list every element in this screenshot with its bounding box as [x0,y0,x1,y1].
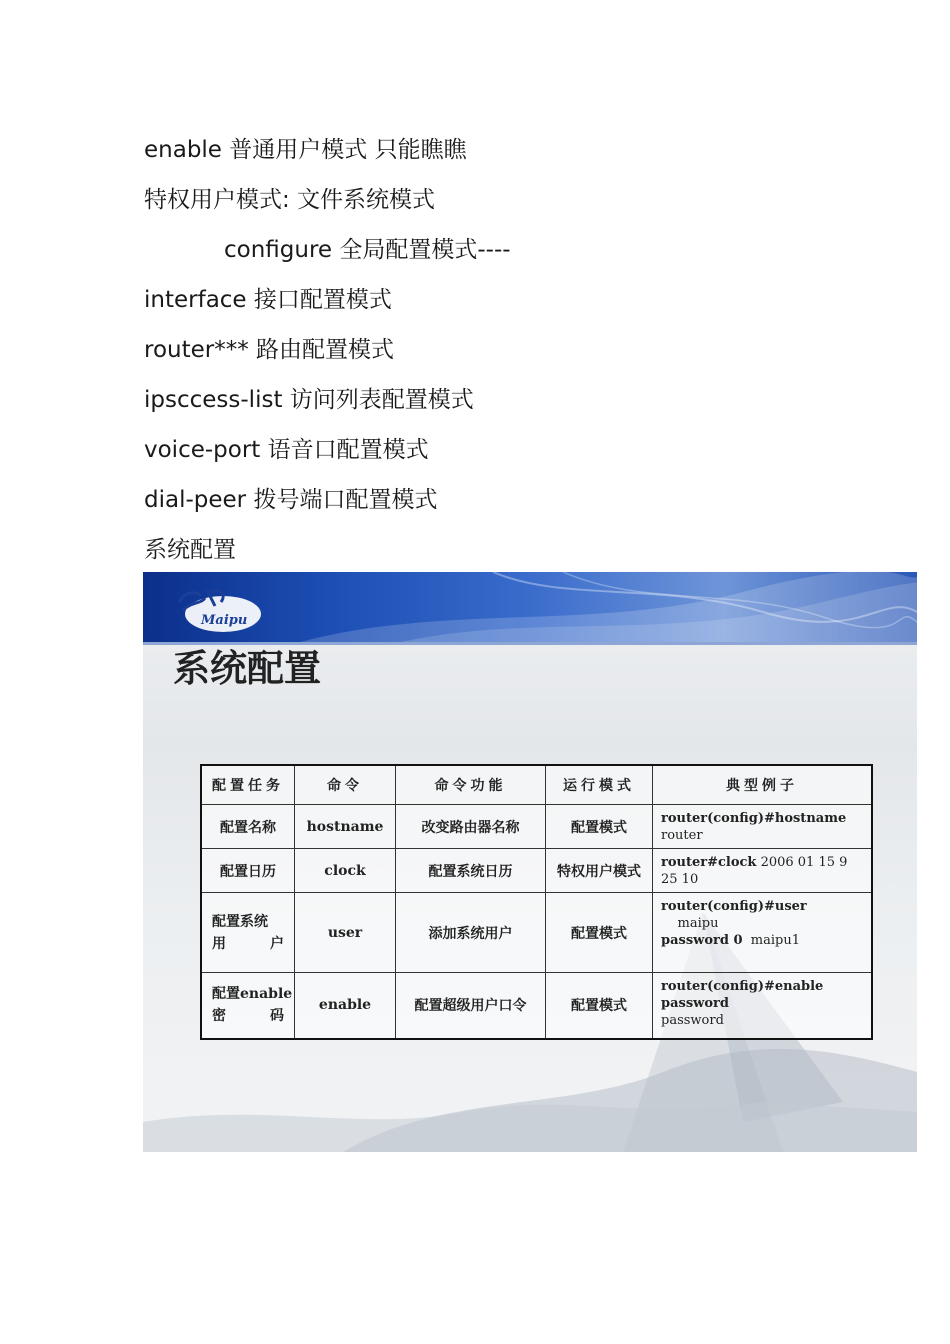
table-row [201,849,872,893]
text-line: voice-port 语音口配置模式 [144,437,429,463]
example-cell: router#clock 2006 01 15 9 25 10 [653,849,873,893]
text-line: ipsccess-list 访问列表配置模式 [144,387,474,413]
column-header: 命令 [295,765,396,805]
command-cell: clock [295,849,396,893]
example-cell: router(config)#hostname router [653,805,873,849]
config-table [200,764,873,1040]
text-line: router*** 路由配置模式 [144,337,395,363]
slide-image [143,572,917,1152]
task-cell: 配置日历 [201,849,295,893]
task-cell: 配置系统 用 户 [201,893,295,973]
mode-cell: 配置模式 [546,973,653,1039]
text-line: interface 接口配置模式 [144,287,392,313]
mode-cell: 配置模式 [546,893,653,973]
slide-header-band [143,572,917,644]
command-cell: hostname [295,805,396,849]
header-divider [143,642,917,645]
command-cell: user [295,893,396,973]
column-header: 典型例子 [653,765,873,805]
text-line: enable 普通用户模式 只能瞧瞧 [144,137,467,163]
slide-title: 系统配置 [173,647,321,690]
svg-text:Maipu: Maipu [201,613,248,628]
task-cell: 配置enable 密 码 [201,973,295,1039]
section-heading: 系统配置 [144,537,236,563]
table-header-row [201,765,872,805]
column-header: 配置任务 [201,765,295,805]
function-cell: 添加系统用户 [396,893,546,973]
function-cell: 配置超级用户口令 [396,973,546,1039]
table-row [201,973,872,1039]
task-cell: 配置名称 [201,805,295,849]
column-header: 运行模式 [546,765,653,805]
maipu-logo [171,580,263,636]
column-header: 命令功能 [396,765,546,805]
example-cell: router(config)#user maipu password 0 maipu1 [653,893,873,973]
mode-cell: 特权用户模式 [546,849,653,893]
function-cell: 配置系统日历 [396,849,546,893]
mode-cell: 配置模式 [546,805,653,849]
table-row [201,805,872,849]
text-line: dial-peer 拨号端口配置模式 [144,487,438,513]
function-cell: 改变路由器名称 [396,805,546,849]
table-row [201,893,872,973]
text-line: configure 全局配置模式---- [224,237,511,263]
example-cell: router(config)#enable password password [653,973,873,1039]
text-line: 特权用户模式: 文件系统模式 [144,187,436,213]
command-cell: enable [295,973,396,1039]
